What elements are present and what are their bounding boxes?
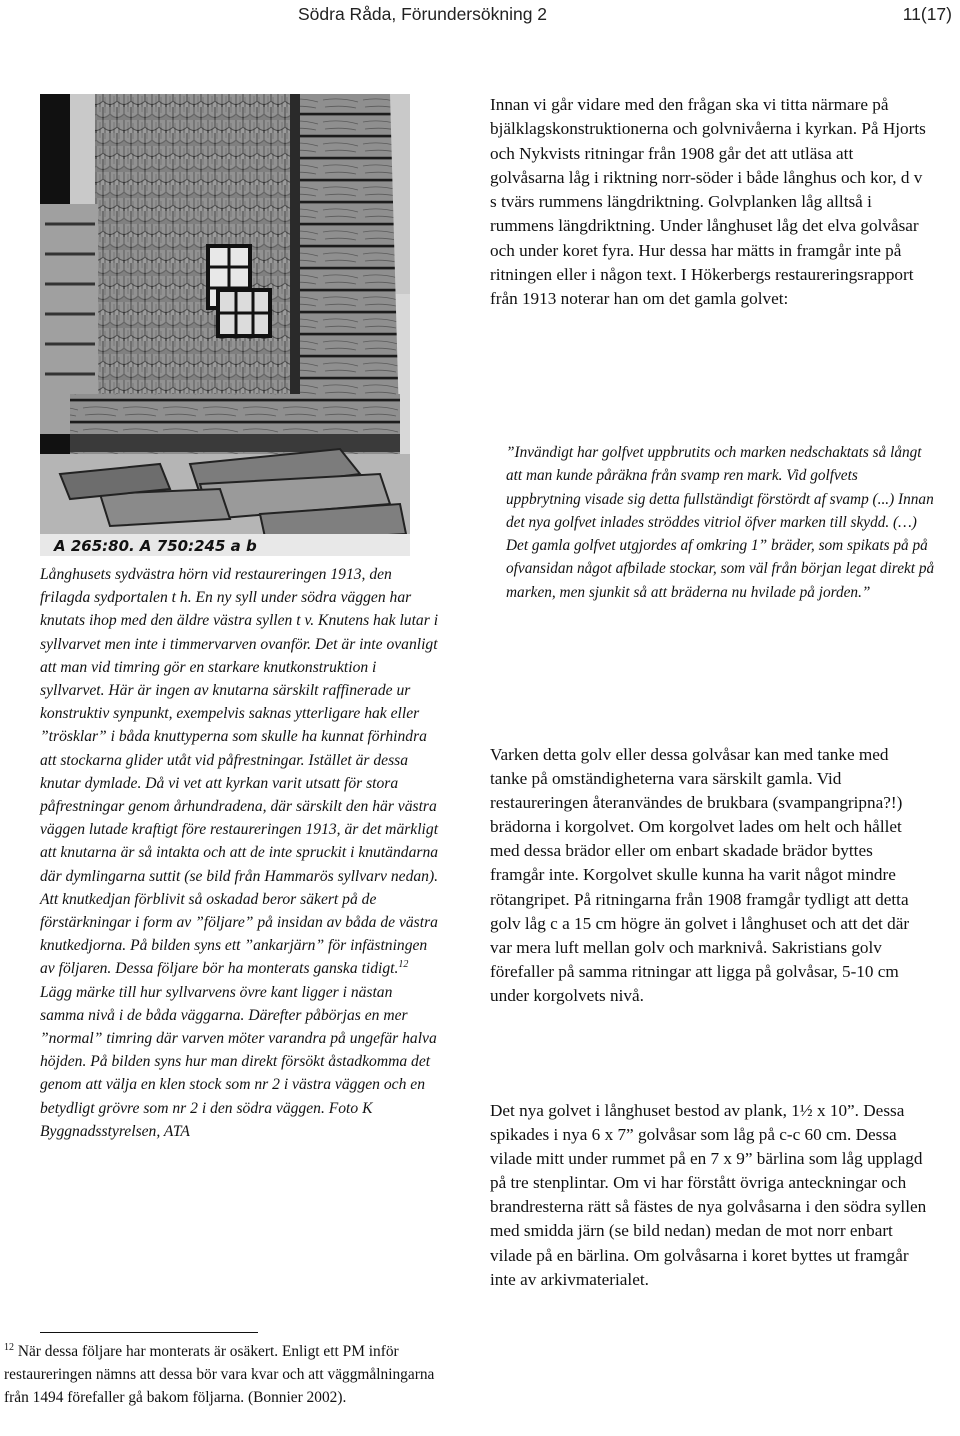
footnote-text: När dessa följare har monterats är osäkert. Enligt ett PM inför restaureringen nämns att dessa bör vara kvar och att väggmålningarna från 1494 förefaller gå bakom följarna. (Bonnier 2002). (4, 1343, 435, 1407)
footnote-divider (40, 1332, 258, 1333)
quote-text: ”Invändigt har golfvet uppbrutits och marken nedschaktats så långt att man kunde påräkna från svamp ren mark. Vid golfvets uppbrytning visade sig detta fullständigt förstördt af svamp (...) Innan det nya golfvet inlades ströddes vitriol öfver marken till skydd. (…) Det gamla golfvet utgjordes af omkring 1” bräder, som spikats på på ofvansidan något afbilade stockar, som väl från början legat direkt på marken, men sjunkit så att bräderna nu hvilade på jorden.” (506, 444, 935, 601)
restoration-quote (506, 441, 936, 604)
page-number: 11(17) (902, 4, 952, 24)
church-corner-photo (40, 94, 410, 556)
photo-caption (40, 563, 440, 1143)
floor-paragraph (490, 743, 930, 1008)
new-floor-paragraph-text: Det nya golvet i långhuset bestod av plank, 1½ x 10”. Dessa spikades i nya 6 x 7” golvåsar som låg på c-c 60 cm. Dessa vilade mitt under rummet på en 7 x 9” bärlina som låg upplagd på tre stenplintar. Om vi har förstått övriga anteckningar och brandresterna rätt så fästes de nya golvåsarna i den södra syllen med smidda järn (se bild nedan) medan de mot norr enbart vilade på en bärlina. Om golvåsarna i koret byttes ut framgår inte av arkivmaterialet. (490, 1101, 927, 1289)
footnote-number: 12 (4, 1341, 14, 1353)
document-title: Södra Råda, Förundersökning 2 (298, 4, 548, 24)
window-lower (218, 290, 270, 336)
footnote-reference[interactable]: 12 (398, 959, 409, 971)
caption-text: Långhusets sydvästra hörn vid restaureringen 1913, den frilagda sydportalen t h. En ny syll under södra väggen har knutats ihop med den äldre västra syllen t v. Knutens hak lutar i syllvarvet men inte i timmervarven ovanför. Det är inte ovanligt att man vid timring gör en starkare knutkonstruktion i syllvarvet. Här är ingen av knutarna särskilt raffinerade ur konstruktiv synpunkt, exempelvis saknas ytterligare hak eller ”trösklar” i båda knuttyperna som skulle ha kunnat förhindra att stockarna glider utåt vid påfrestningar. Istället är dessa knutar dymlade. Då vi vet att kyrkan varit utsatt för stora påfrestningar genom århundradena, där särskilt den här västra väggen lutade kraftigt före restaureringen 1913, är det märkligt att knutarna är så intakta och att de inte spruckit i knutändarna där dymlingarna suttit (se bild från Hammarös syllvarv nedan). Att knutkedjan förblivit så oskadad beror säkert på de förstärkningar i form av ”följare” på insidan av båda de västra knutkedjorna. På bilden syns ett ”ankarjärn” för infästningen av följaren. Dessa följare bör ha monterats ganska tidigt. (40, 566, 439, 978)
page-header (0, 2, 960, 26)
photo-handwritten-label: A 265:80. A 750:245 a b (54, 537, 257, 555)
intro-paragraph (490, 93, 930, 312)
new-floor-paragraph (490, 1099, 930, 1292)
intro-text: Innan vi går vidare med den frågan ska vi titta närmare på bjälklagskonstruktionerna och golvnivåerna i kyrkan. På Hjorts och Nykvists ritningar från 1908 går det att utläsa att golvåsarna låg i riktning norr-söder i både långhus och kor, d v s tvärs rummens längdriktning. Golvplanken låg alltså i rummens längdriktning. Under långhuset låg det elva golvåsar och under koret fyra. Hur dessa har mätts in framgår inte på ritningen eller i någon text. I Hökerbergs restaureringsrapport från 1913 noterar han om det gamla golvet: (490, 95, 926, 309)
footnote (4, 1340, 454, 1410)
caption-text-continued: Lägg märke till hur syllvarvens övre kant ligger i nästan samma nivå i de båda väggarna. Därefter påbörjas en mer ”normal” timring där varven möter varandra på ungefär halva höjden. På bilden syns hur man direkt försökt åstadkomma det genom att välja en klen stock som nr 2 i västra väggen och en betydligt grövre som nr 2 i den södra väggen. Foto K Byggnadsstyrelsen, ATA (40, 983, 437, 1140)
floor-paragraph-text: Varken detta golv eller dessa golvåsar kan med tanke med tanke på omständigheterna vara särskilt gamla. Vid restaureringen återanvändes de brukbara (svampangripna?!) brädorna i korgolvet. Om korgolvet lades om helt och hållet med dessa brädor eller om enbart skadade brädor byttes framgår inte. Korgolvet skulle kunna ha varit något mindre rötangripet. På ritningarna från 1908 framgår tydligt att detta golv låg c a 15 cm högre än golvet i långhuset och att det där var mera luft mellan golv och marknivå. Sakristians golv förefaller på samma ritningar att ligga på golvåsar, 5-10 cm under korgolvets nivå. (490, 745, 910, 1005)
